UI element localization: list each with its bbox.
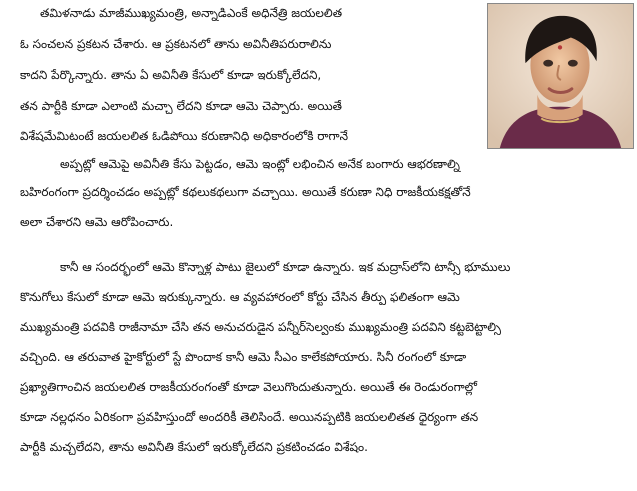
text-line: అప్పట్లో ఆమెపై అవినీతి కేసు పెట్టడం, ఆమె ఇంట్లో లభించిన అనేక బంగారు ఆభరణాల్ని [60,157,460,171]
text-line: కానీ ఆ సందర్భంలో ఆమె కొన్నాళ్ల పాటు జైలులో కూడా ఉన్నారు. ఇక మద్రాస్‌లోని టాన్సీ భూములు [60,260,511,274]
text-line: కాదని పేర్కొన్నారు. తాను ఏ అవినీతి కేసులో కూడా ఇరుక్కోలేదని, [20,68,322,82]
text-line: అలా చేశారని ఆమె ఆరోపించారు. [20,215,174,229]
text-line: ప్రఖ్యాతిగాంచిన జయలలిత రాజకీయరంగంతో కూడా వెలుగొందుతున్నారు. అయితే ఈ రెండురంగాల్లో [20,380,478,394]
text-line: ముఖ్యమంత్రి పదవికి రాజీనామా చేసి తన అనుచరుడైన పన్నీర్‌సెల్వంకు ముఖ్యమంత్రి పదవిని కట్టబెట్టాల్సి [20,320,501,334]
text-line: బహిరంగంగా ప్రదర్శించడం అప్పట్లో కథలుకథలుగా వచ్చాయి. అయితే కరుణా నిధి రాజకీయకక్షతోనే [20,185,471,199]
text-line: విశేషమేమిటంటే జయలలిత ఓడిపోయి కరుణానిధి అధికారంలోకి రాగానే [20,129,349,143]
text-line: పార్టీకి మచ్చలేదని, తాను అవినీతి కేసులో ఇరుక్కోలేదని ప్రకటించడం విశేషం. [20,440,368,454]
text-line: తన పార్టీకి కూడా ఎలాంటి మచ్చా లేదని కూడా ఆమె చెప్పారు. అయితే [20,99,342,113]
text-line: కూడా నల్లధనం ఏరికంగా ప్రవహిస్తుందో అందరికీ తెలిసిందే. అయినప్పటికి జయలలితత ధైర్యంగా తన [20,410,479,424]
portrait-icon [488,4,633,148]
text-line: కొనుగోలు కేసులో కూడా ఆమె ఇరుక్కున్నారు. ఆ వ్యవహారంలో కోర్టు చేసిన తీర్పు ఫలితంగా ఆమె [20,290,460,304]
portrait-photo [487,3,634,149]
text-line: తమిళనాడు మాజీముఖ్యమంత్రి, అన్నాడిఎంకే అధినేత్రి జయలలిత [40,6,343,20]
text-line: వచ్చింది. ఆ తరువాత హైకోర్టులో స్టే పొందాక కానీ ఆమె సీఎం కాలేకపోయారు. సినీ రంగంలో కూడా [20,350,467,364]
text-line: ఓ సంచలన ప్రకటన చేశారు. ఆ ప్రకటనలో తాను అవినీతిపరురాలిను [20,37,332,51]
